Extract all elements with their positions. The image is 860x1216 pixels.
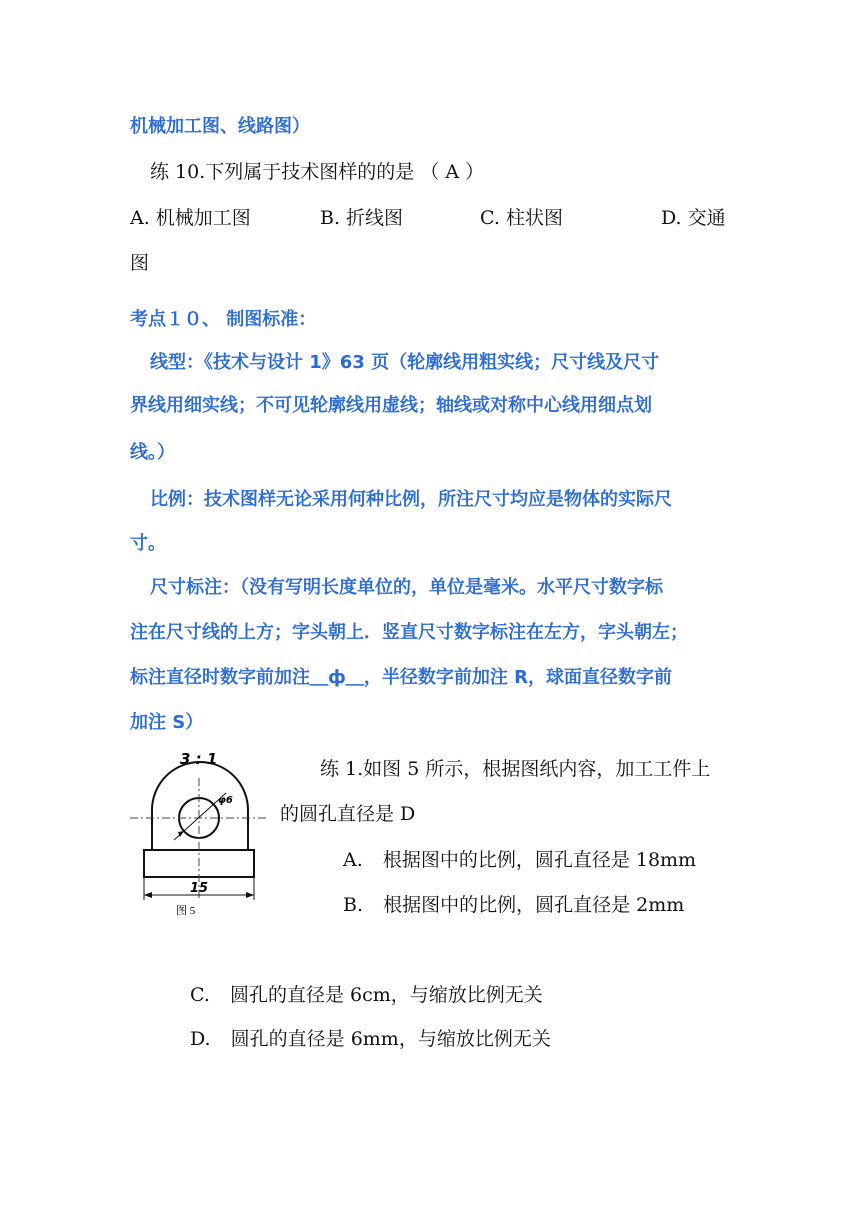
dimension-arrow-left-icon [144, 892, 152, 898]
technical-drawing-svg [128, 748, 270, 918]
xianxing-line-1: 线型：《技术与设计 1》63 页（轮廓线用粗实线；尺寸线及尺寸 [150, 352, 660, 373]
q1-option-b-text: 根据图中的比例，圆孔直径是 2mm [383, 894, 685, 916]
q10-option-c: C. 柱状图 [480, 207, 563, 229]
question-10-options [130, 206, 730, 230]
q10-option-d: D. 交通 [661, 207, 726, 229]
chicun-line-2: 注在尺寸线的上方；字头朝上．竖直尺寸数字标注在左方，字头朝左； [130, 622, 688, 643]
text-line-1: 机械加工图、线路图） [130, 116, 310, 137]
bili-line-2: 寸。 [130, 533, 166, 554]
dimension-arrow-right-icon [246, 892, 254, 898]
part-upper-outline [152, 762, 248, 850]
q1-option-c-label: C. [190, 984, 210, 1006]
xianxing-line-2: 界线用细实线；不可见轮廓线用虚线；轴线或对称中心线用细点划 [130, 395, 652, 416]
bili-line-1: 比例：技术图样无论采用何种比例，所注尺寸均应是物体的实际尺 [150, 489, 672, 510]
question-10: 练 10.下列属于技术图样的的是 （ A ） [150, 161, 485, 183]
question-10-wrap: 图 [130, 252, 150, 274]
q1-stem-line-2: 的圆孔直径是 D [280, 803, 416, 825]
chicun-line-4: 加注 S） [130, 712, 204, 733]
chicun-line-3: 标注直径时数字前加注＿ф＿，半径数字前加注 R，球面直径数字前 [130, 667, 672, 688]
diameter-label: φ6 [218, 795, 233, 806]
chicun-line-1: 尺寸标注：（没有写明长度单位的，单位是毫米。水平尺寸数字标 [150, 577, 663, 598]
q10-option-b: B. 折线图 [320, 207, 404, 229]
width-label: 15 [190, 881, 209, 896]
scale-label: 3 : 1 [180, 750, 218, 768]
q1-stem-line-1: 练 1.如图 5 所示，根据图纸内容，加工工件上 [320, 758, 711, 780]
q1-option-c-text: 圆孔的直径是 6cm，与缩放比例无关 [229, 984, 543, 1006]
xianxing-line-3: 线。） [130, 442, 175, 463]
q1-option-b [343, 893, 684, 917]
q1-option-a-label: A. [343, 849, 363, 871]
section-heading-kp10: 考点１０、 制图标准： [130, 309, 317, 330]
figure-5-drawing [128, 748, 270, 918]
q1-option-d-text: 圆孔的直径是 6mm，与缩放比例无关 [230, 1028, 551, 1050]
q1-option-d-label: D. [190, 1028, 211, 1050]
q1-option-b-label: B. [343, 894, 364, 916]
q1-option-c [190, 983, 543, 1007]
figure-caption: 图 5 [176, 905, 196, 917]
q1-option-d [190, 1027, 551, 1051]
q1-option-a-text: 根据图中的比例，圆孔直径是 18mm [382, 849, 697, 871]
q1-option-a [343, 848, 696, 872]
q10-option-a: A. 机械加工图 [130, 207, 251, 229]
